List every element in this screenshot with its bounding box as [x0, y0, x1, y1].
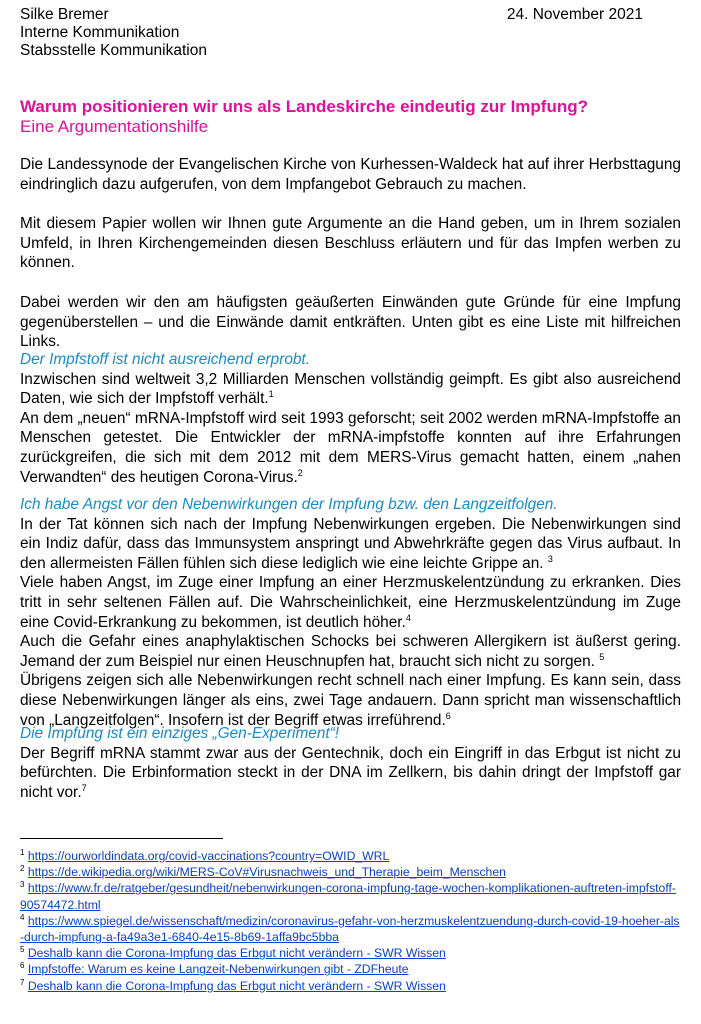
- section-heading-gen-experiment: Die Impfung ist ein einziges „Gen-Experiment“!: [20, 725, 340, 742]
- footnote-ref: 4: [405, 612, 411, 623]
- intro-paragraph-1: Die Landessynode der Evangelischen Kirche von Kurhessen-Waldeck hat auf ihrer Herbsttagung eindringlich dazu aufgerufen, von dem Impfangebot Gebrauch zu machen.: [20, 156, 681, 193]
- footnote-link[interactable]: Impfstoffe: Warum es keine Langzeit-Nebenwirkungen gibt - ZDFheute: [27, 962, 409, 977]
- paragraph-text: In der Tat können sich nach der Impfung Nebenwirkungen ergeben. Die Nebenwirkungen sind ein Indiz dafür, dass das Immunsystem anspringt und Abwehrkräfte gegen das Virus aufbaut. In den allermeisten Fällen fühlen sich diese lediglich wie eine leichte Grippe an.: [20, 515, 681, 572]
- paragraph-text: Der Begriff mRNA stammt zwar aus der Gentechnik, doch ein Eingriff in das Erbgut ist nicht zu befürchten. Die Erbinformation steckt in der DNA im Zellkern, bis dahin dringt der Impfstoff gar nicht vor.: [20, 744, 681, 801]
- footnote-ref: 1: [268, 389, 274, 400]
- intro-section: [20, 155, 681, 194]
- footnote-item: [20, 880, 681, 912]
- footnote-divider: [20, 838, 223, 839]
- footnote-ref: 7: [81, 782, 87, 793]
- intro-section-3: [20, 293, 681, 352]
- footnote-link[interactable]: https://ourworldindata.org/covid-vaccinations?country=OWID_WRL: [27, 849, 390, 863]
- footnote-link[interactable]: Deshalb kann die Corona-Impfung das Erbgut nicht verändern - SWR Wissen: [27, 978, 446, 993]
- footnote-item: [20, 848, 681, 864]
- footnote-number: 4: [20, 912, 25, 922]
- footnote-item: [20, 978, 681, 994]
- footnote-item: [20, 913, 681, 945]
- paragraph-text: Inzwischen sind weltweit 3,2 Milliarden Menschen vollständig geimpft. Es gibt also ausreichend Daten, wie sich der Impfstoff verhält.: [20, 370, 681, 408]
- footnote-link[interactable]: https://de.wikipedia.org/wiki/MERS-CoV#Virusnachweis_und_Therapie_beim_Menschen: [27, 865, 506, 880]
- footnote-number: 1: [20, 847, 25, 857]
- footnote-number: 3: [20, 880, 25, 890]
- section-gen-experiment-paragraph-1: [20, 744, 681, 803]
- section-side-effects-paragraph-3: [20, 632, 681, 671]
- footnotes-list: [20, 848, 681, 994]
- section-heading-tested: Der Impfstoff ist nicht ausreichend erprobt.: [20, 351, 310, 368]
- section-gen-experiment: [20, 724, 681, 802]
- footnote-ref: 2: [297, 467, 303, 478]
- section-tested-paragraph-1: [20, 370, 681, 409]
- footnote-link[interactable]: Deshalb kann die Corona-Impfung das Erbgut nicht verändern - SWR Wissen: [27, 946, 446, 961]
- footnote-item: [20, 945, 681, 961]
- section-side-effects-paragraph-4: [20, 671, 681, 730]
- footnote-number: 2: [20, 864, 25, 874]
- footnote-item: [20, 864, 681, 880]
- section-tested: [20, 350, 681, 487]
- footnote-ref: 5: [599, 651, 605, 662]
- footnote-link[interactable]: https://www.fr.de/ratgeber/gesundheit/nebenwirkungen-corona-impfung-tage-wochen-komplikationen-auftreten-impfstoff-90574472.html: [20, 881, 676, 912]
- paragraph-text: An dem „neuen“ mRNA-Impfstoff wird seit 1993 geforscht; seit 2002 werden mRNA-Impfstoffe an Menschen getestet. Die Entwickler der mRNA-impfstoffe konnten auf ihre Erfahrungen zurückgreifen, die sich mit dem 2012 mit dem MERS-Virus gemacht hatten, einem „nahen Verwandten“ des heutigen Corona-Virus.: [20, 409, 681, 486]
- footnote-number: 5: [20, 945, 25, 955]
- section-side-effects-paragraph-2: [20, 573, 681, 632]
- section-side-effects: [20, 495, 681, 730]
- author-name: Silke Bremer: [20, 6, 109, 23]
- section-side-effects-paragraph-1: [20, 515, 681, 574]
- unit-name: Stabsstelle Kommunikation: [20, 42, 207, 59]
- paragraph-text: Viele haben Angst, im Zuge einer Impfung an einer Herzmuskelentzündung zu erkranken. Dies tritt in sehr seltenen Fällen auf. Die Wahrscheinlichkeit, eine Herzmuskelentzündung im Zuge eine Covid-Erkrankung zu bekommen, ist deutlich höher.: [20, 574, 681, 631]
- document-header: [20, 6, 207, 60]
- section-tested-paragraph-2: [20, 409, 681, 487]
- intro-section-2: [20, 214, 681, 273]
- footnote-ref: 3: [547, 553, 553, 564]
- footnote-number: 6: [20, 961, 25, 971]
- department-name: Interne Kommunikation: [20, 24, 180, 41]
- paragraph-text: Übrigens zeigen sich alle Nebenwirkungen recht schnell nach einer Impfung. Es kann sein, dass diese Nebenwirkungen länger als eins, zwei Tage andauern. Dann spricht man wissenschaftlich von „Langzeitfolgen“. Insofern ist der Begriff etwas irreführend.: [20, 672, 681, 729]
- footnote-ref: 6: [445, 710, 451, 721]
- intro-paragraph-3: Dabei werden wir den am häufigsten geäußerten Einwänden gute Gründe für eine Impfung gegenüberstellen – und die Einwände damit entkräften. Unten gibt es eine Liste mit hilfreichen Links.: [20, 294, 681, 351]
- intro-paragraph-2: Mit diesem Papier wollen wir Ihnen gute Argumente an die Hand geben, um in Ihrem sozialen Umfeld, in Ihren Kirchengemeinden diesen Beschluss erläutern und für das Impfen werben zu können.: [20, 215, 681, 272]
- footnote-number: 7: [20, 977, 25, 987]
- footnote-item: [20, 961, 681, 977]
- document-date: 24. November 2021: [506, 6, 643, 23]
- document-subtitle: Eine Argumentationshilfe: [20, 117, 209, 136]
- document-title: Warum positionieren wir uns als Landeskirche eindeutig zur Impfung?: [20, 97, 588, 116]
- section-heading-side-effects: Ich habe Angst vor den Nebenwirkungen der Impfung bzw. den Langzeitfolgen.: [20, 496, 558, 513]
- footnote-link[interactable]: https://www.spiegel.de/wissenschaft/medizin/coronavirus-gefahr-von-herzmuskelentzuendung-durch-covid-19-hoeher-als-durch-impfung-a-fa49a3e1-6840-4e15-8b69-1affa9bc5bba: [20, 913, 680, 945]
- paragraph-text: Auch die Gefahr eines anaphylaktischen Schocks bei schweren Allergikern ist äußerst gering. Jemand der zum Beispiel nur einen Heuschnupfen hat, braucht sich nicht zu sorgen.: [20, 633, 681, 670]
- title-block: [20, 97, 680, 137]
